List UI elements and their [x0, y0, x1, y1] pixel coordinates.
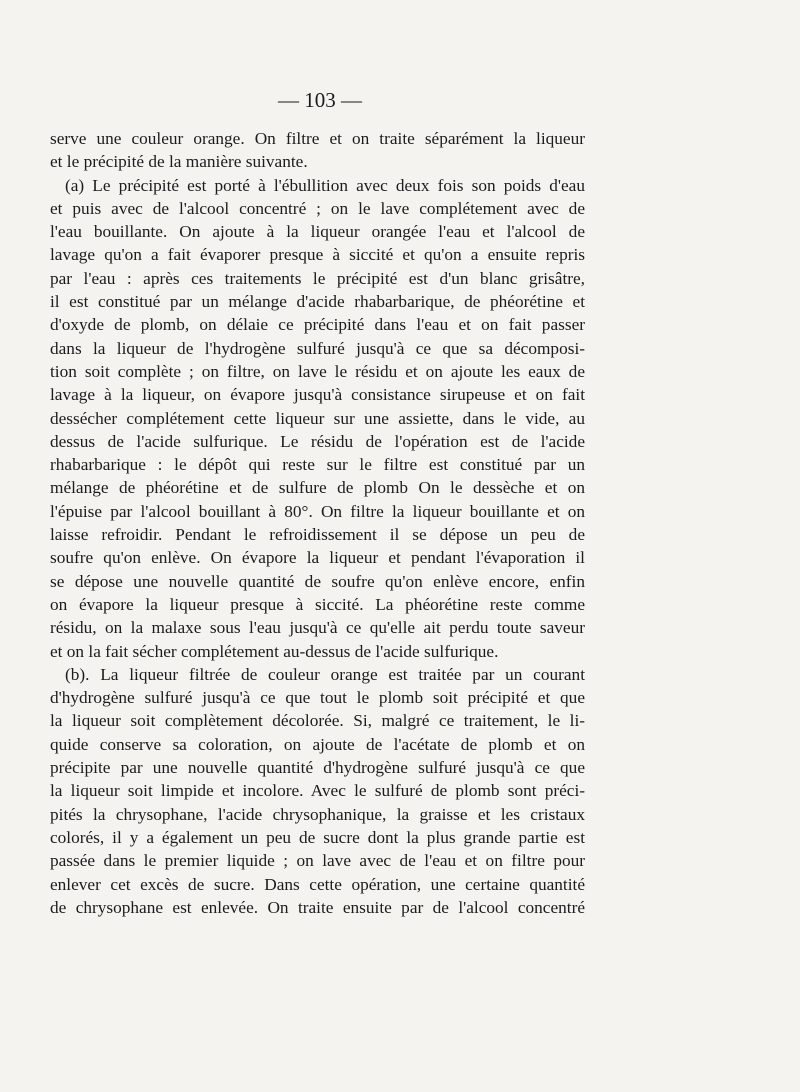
text-line: colorés, il y a également un peu de sucre dont la plus grande partie est	[50, 827, 585, 847]
text-line: l'épuise par l'alcool bouillant à 80°. On filtre la liqueur bouillante et on	[50, 501, 585, 521]
text-line: passée dans le premier liquide ; on lave avec de l'eau et on filtre pour	[50, 851, 585, 871]
text-line: enlever cet excès de sucre. Dans cette opération, une certaine quantité	[50, 874, 585, 894]
text-line: lavage qu'on a fait évaporer presque à siccité et qu'on a ensuite repris	[50, 245, 585, 265]
text-line: et on la fait sécher complétement au-dessus de l'acide sulfurique.	[50, 641, 499, 661]
text-line: se dépose une nouvelle quantité de soufre qu'on enlève encore, enfin	[50, 571, 585, 591]
body-text	[50, 127, 585, 919]
text-line: il est constitué par un mélange d'acide rhabarbarique, de phéorétine et	[50, 292, 585, 312]
text-line: d'hydrogène sulfuré jusqu'à ce que tout le plomb soit précipité et que	[50, 688, 585, 708]
text-line: serve une couleur orange. On filtre et on traite séparément la liqueur	[50, 129, 585, 148]
text-line: (b). La liqueur filtrée de couleur orange est traitée par un courant	[65, 664, 585, 684]
text-line: laisse refroidir. Pendant le refroidissement il se dépose un peu de	[50, 525, 585, 545]
text-line: quide conserve sa coloration, on ajoute de l'acétate de plomb et on	[50, 734, 585, 754]
text-line: et le précipité de la manière suivante.	[50, 152, 308, 172]
page-number: — 103 —	[278, 88, 362, 112]
text-line: (a) Le précipité est porté à l'ébullition avec deux fois son poids d'eau	[65, 175, 585, 195]
text-line: on évapore la liqueur presque à siccité. La phéorétine reste comme	[50, 594, 585, 614]
text-line: rhabarbarique : le dépôt qui reste sur le filtre est constitué par un	[50, 455, 585, 475]
text-line: l'eau bouillante. On ajoute à la liqueur orangée l'eau et l'alcool de	[50, 222, 585, 242]
text-line: lavage à la liqueur, on évapore jusqu'à consistance sirupeuse et on fait	[50, 385, 585, 405]
text-line: tion soit complète ; on filtre, on lave le résidu et on ajoute les eaux de	[50, 361, 585, 381]
text-line: dessus de l'acide sulfurique. Le résidu de l'opération est de l'acide	[50, 431, 585, 451]
text-line: résidu, on la malaxe sous l'eau jusqu'à ce qu'elle ait perdu toute saveur	[50, 618, 585, 638]
text-line: pités la chrysophane, l'acide chrysophanique, la graisse et les cristaux	[50, 804, 585, 824]
text-line: la liqueur soit limpide et incolore. Avec le sulfuré de plomb sont préci-	[50, 781, 585, 801]
text-line: dessécher complétement cette liqueur sur une assiette, dans le vide, au	[50, 408, 585, 428]
text-line: de chrysophane est enlevée. On traite ensuite par de l'alcool concentré	[50, 897, 585, 917]
text-line: mélange de phéorétine et de sulfure de plomb On le dessèche et on	[50, 478, 585, 498]
text-line: précipite par une nouvelle quantité d'hydrogène sulfuré jusqu'à ce que	[50, 758, 585, 778]
text-line: d'oxyde de plomb, on délaie ce précipité dans l'eau et on fait passer	[50, 315, 585, 335]
text-line: soufre qu'on enlève. On évapore la liqueur et pendant l'évaporation il	[50, 548, 585, 568]
text-line: dans la liqueur de l'hydrogène sulfuré jusqu'à ce que sa décomposi-	[50, 338, 585, 358]
text-line: par l'eau : après ces traitements le précipité est d'un blanc grisâtre,	[50, 268, 585, 288]
text-line: la liqueur soit complètement décolorée. Si, malgré ce traitement, le li-	[50, 711, 585, 731]
text-line: et puis avec de l'alcool concentré ; on le lave complétement avec de	[50, 198, 585, 218]
